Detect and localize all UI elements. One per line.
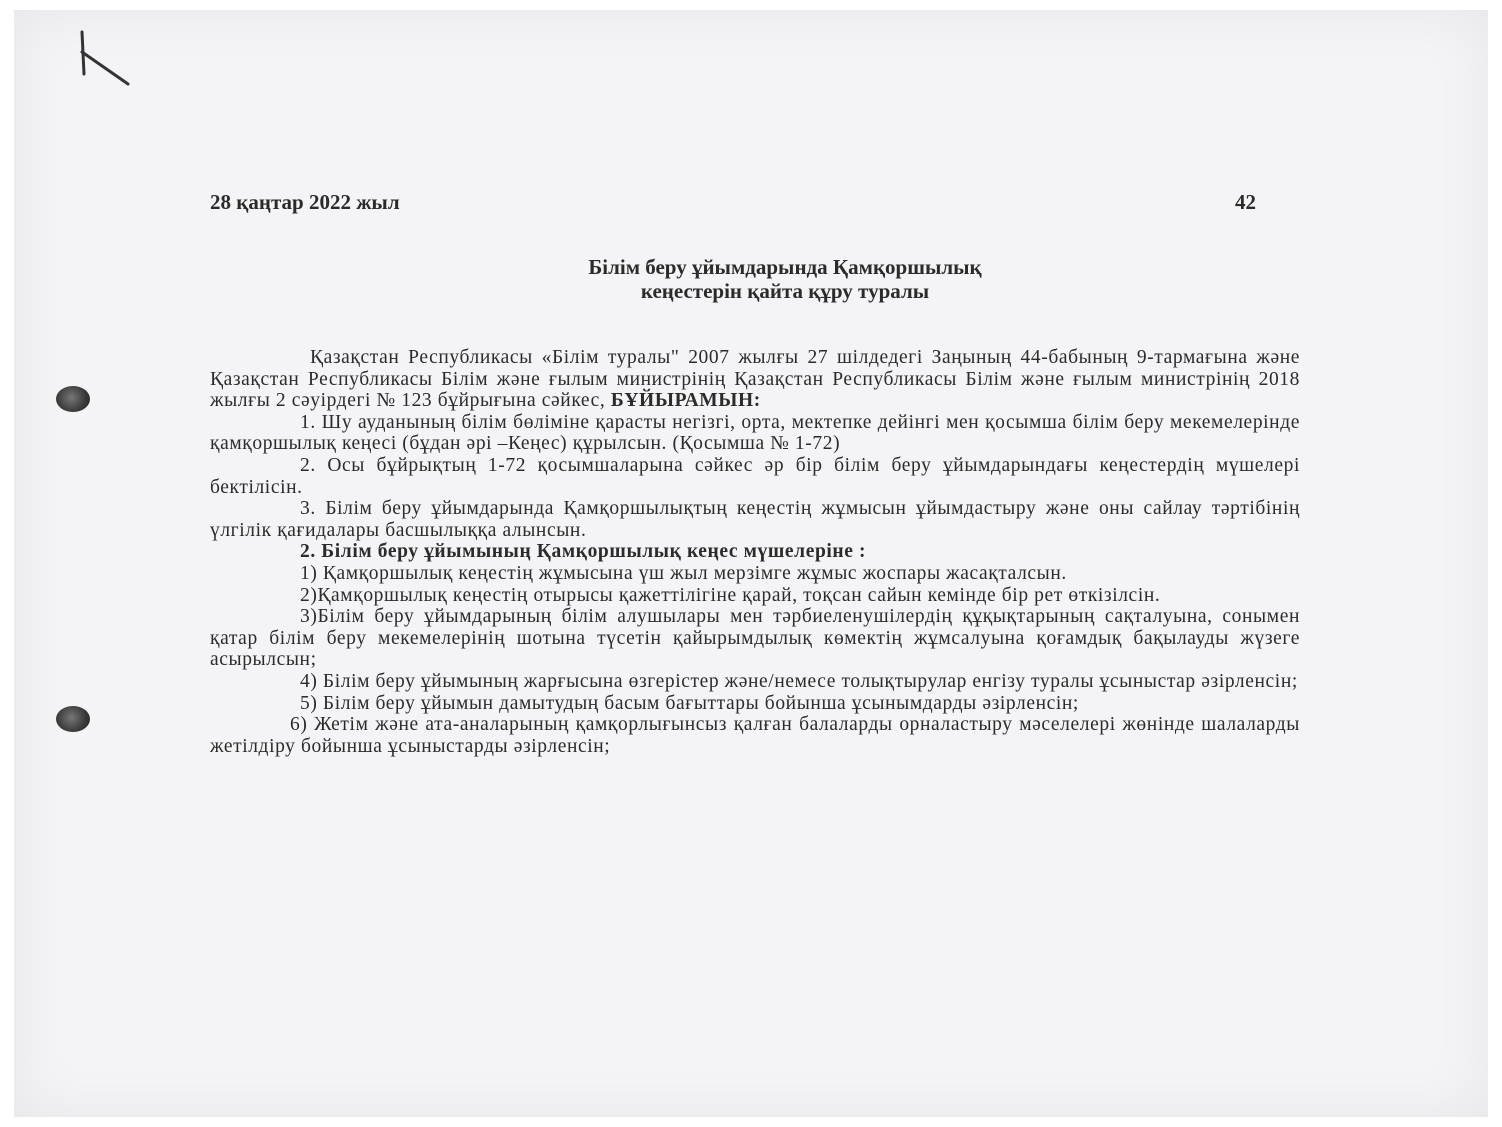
- punch-hole-icon: [56, 386, 90, 412]
- document-date: 28 қаңтар 2022 жыл: [210, 190, 400, 214]
- paragraph-1: 1. Шу ауданының білім бөліміне қарасты негізгі, орта, мектепке дейінгі мен қосымша білім беру мекемелерінде қамқоршылық кеңесі (бұдан әрі –Кеңес) құрылсын. (Қосымша № 1-72): [210, 411, 1300, 455]
- document-content: [210, 190, 1300, 757]
- sub-item-1: 1) Қамқоршылық кеңестің жұмысына үш жыл мерзімге жұмыс жоспары жасақталсын.: [300, 562, 1067, 584]
- sub-item-2: 2)Қамқоршылық кеңестің отырысы қажеттілігіне қарай, тоқсан сайын кемінде бір рет өткізілсін.: [300, 584, 1161, 606]
- sub-item-5: 5) Білім беру ұйымын дамытудың басым бағыттары бойынша ұсынымдарды әзірленсін;: [300, 692, 1079, 714]
- paragraph-2: 2. Осы бұйрықтың 1-72 қосымшаларына сәйкес әр бір білім беру ұйымдарындағы кеңестердің мүшелері бектілісін.: [210, 454, 1300, 498]
- pen-mark-icon: [76, 28, 136, 88]
- section-heading: 2. Білім беру ұйымының Қамқоршылық кеңес мүшелеріне :: [300, 541, 867, 563]
- intro-paragraph: [210, 347, 1300, 412]
- sub-item-6: 6) Жетім және ата-аналарының қамқорлығынсыз қалған балаларды орналастыру мәселелері жөнінде шалаларды жетілдіру бойынша ұсыныстарды әзірленсін;: [210, 714, 1300, 757]
- sub-item-3: 3)Білім беру ұйымдарының білім алушылары мен тәрбиеленушілердің құқықтарының сақталуына, сонымен қатар білім беру мекемелерінің шотына түсетін қайырымдылық көмектің жұмсалуына қоғамдық бақылауды жүзеге асырылсын;: [210, 606, 1300, 671]
- intro-text: Қазақстан Республикасы «Білім туралы" 2007 жылғы 27 шілдедегі Заңының 44-бабының 9-тармағына және Қазақстан Республикасы Білім және ғылым министрінің Қазақстан Республикасы Білім және ғылым министрінің 2018 жылғы 2 сәуірдегі № 123 бұйрығына сәйкес,: [210, 347, 1300, 412]
- document-header: [210, 190, 1300, 215]
- document-title: [210, 255, 1300, 303]
- paragraph-3: 3. Білім беру ұйымдарында Қамқоршылықтың кеңестің жұмысын ұйымдастыру және оны сайлау тәртібінің үлгілік қағидалары басшылыққа алынсын.: [210, 498, 1300, 541]
- title-line-1: Білім беру ұйымдарында Қамқоршылық: [588, 255, 982, 279]
- order-word: БҰЙЫРАМЫН:: [610, 390, 761, 412]
- document-number: 42: [1235, 190, 1256, 214]
- punch-hole-icon: [56, 706, 90, 732]
- sub-item-4: 4) Білім беру ұйымының жарғысына өзгерістер және/немесе толықтырулар енгізу туралы ұсыныстар әзірленсін;: [300, 670, 1298, 692]
- document-body: [210, 347, 1300, 757]
- scanned-page: [14, 10, 1488, 1117]
- title-line-2: кеңестерін қайта құру туралы: [640, 279, 930, 303]
